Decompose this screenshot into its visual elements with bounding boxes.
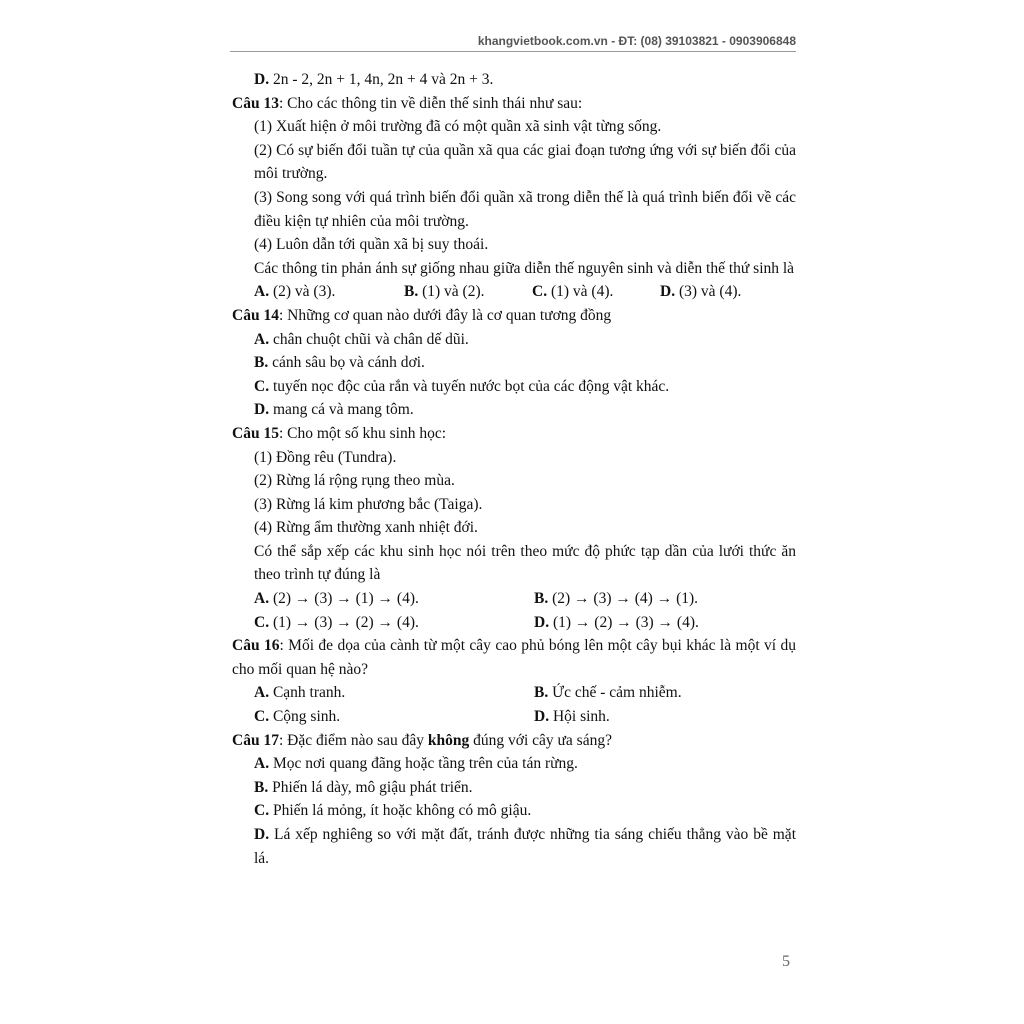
option-text: chân chuột chũi và chân dế dũi.	[269, 330, 469, 348]
option-text: (1) và (2).	[418, 283, 485, 301]
option-label: C.	[254, 613, 270, 631]
option-label: B.	[534, 590, 549, 608]
option-label: C.	[254, 802, 270, 820]
option-text: Ức chế - cảm nhiễm.	[548, 684, 682, 702]
question-13	[232, 92, 796, 116]
option-label: C.	[254, 377, 270, 395]
option-b	[534, 587, 698, 611]
q15-item-1: (1) Đồng rêu (Tundra).	[254, 448, 397, 466]
q16-options-row-2	[232, 705, 796, 729]
option-label: D.	[534, 613, 550, 631]
q17-option-c	[232, 799, 796, 823]
q15-item-3: (3) Rừng lá kim phương bắc (Taiga).	[254, 495, 483, 513]
q13-item-3: (3) Song song với quá trình biến đổi quần xã trong diễn thế là quá trình biến đổi về các điều kiện tự nhiên của môi trường.	[254, 188, 796, 230]
option-a	[254, 280, 404, 304]
header-rule	[230, 51, 796, 52]
option-label: A.	[254, 283, 270, 301]
question-stem-emphasis: không	[427, 731, 470, 749]
option-b	[404, 280, 532, 304]
q14-option-b	[232, 351, 796, 375]
option-text: Hội sinh.	[549, 708, 610, 726]
question-stem: : Mối đe dọa của cành từ một cây cao phủ bóng lên một cây bụi khác là một ví dụ cho mối quan hệ nào?	[232, 637, 796, 678]
option-d	[534, 611, 699, 635]
option-text: 2n - 2, 2n + 1, 4n, 2n + 4 và 2n + 3.	[269, 71, 494, 88]
q14-option-c	[232, 375, 796, 399]
option-label: D.	[254, 826, 270, 843]
page-content	[232, 68, 796, 870]
option-label: D.	[534, 708, 550, 726]
question-stem: : Cho các thông tin về diễn thế sinh thái như sau:	[278, 94, 583, 112]
question-16	[232, 634, 796, 681]
q17-option-a	[232, 752, 796, 776]
q14-option-d	[232, 398, 796, 422]
q13-item-4: (4) Luôn dẫn tới quần xã bị suy thoái.	[254, 236, 489, 254]
q15-item-4: (4) Rừng ẩm thường xanh nhiệt đới.	[254, 519, 478, 537]
page-number: 5	[782, 953, 790, 970]
option-text: cánh sâu bọ và cánh dơi.	[268, 354, 425, 372]
option-a	[254, 587, 534, 611]
prev-option-d	[232, 68, 796, 92]
q17-option-b	[232, 776, 796, 800]
q13-prompt: Các thông tin phản ánh sự giống nhau giữa diễn thế nguyên sinh và diễn thế thứ sinh là	[254, 259, 795, 277]
question-15	[232, 422, 796, 446]
option-text: (1) → (3) → (2) → (4).	[269, 613, 419, 631]
option-label: C.	[254, 708, 270, 726]
option-label: B.	[254, 778, 269, 796]
option-text: Cộng sinh.	[269, 708, 341, 726]
option-label: A.	[254, 590, 270, 608]
question-label: Câu 17	[232, 731, 279, 749]
option-label: D.	[254, 401, 270, 419]
option-label: C.	[532, 283, 548, 301]
q17-option-d	[232, 823, 796, 870]
option-text: Mọc nơi quang đãng hoặc tầng trên của tán rừng.	[269, 755, 578, 773]
question-label: Câu 15	[232, 424, 279, 442]
option-a	[254, 681, 534, 705]
option-c	[532, 280, 660, 304]
option-label: A.	[254, 755, 270, 773]
q15-prompt: Có thể sắp xếp các khu sinh học nói trên theo mức độ phức tạp dần của lưới thức ăn theo trình tự đúng là	[254, 542, 796, 584]
option-text: Phiến lá dày, mô giậu phát triển.	[268, 778, 473, 796]
option-text: (3) và (4).	[675, 283, 742, 301]
q15-item-2: (2) Rừng lá rộng rụng theo mùa.	[254, 472, 455, 490]
question-stem: : Những cơ quan nào dưới đây là cơ quan tương đồng	[278, 306, 612, 324]
option-text: (2) và (3).	[269, 283, 336, 301]
option-label: D.	[254, 71, 270, 88]
option-label: B.	[254, 354, 269, 372]
question-stem-end: đúng với cây ưa sáng?	[469, 731, 612, 749]
option-text: (2) → (3) → (4) → (1).	[548, 590, 699, 608]
q15-options-row-2	[232, 611, 796, 635]
question-label: Câu 16	[232, 637, 280, 655]
option-text: (1) và (4).	[547, 283, 614, 301]
question-stem: : Cho một số khu sinh học:	[278, 424, 447, 442]
q13-item-2: (2) Có sự biến đổi tuần tự của quần xã qua các giai đoạn tương ứng với sự biến đổi của môi trường.	[254, 141, 796, 183]
question-17	[232, 729, 796, 753]
q15-options-row-1	[232, 587, 796, 611]
option-b	[534, 681, 682, 705]
option-text: (2) → (3) → (1) → (4).	[269, 590, 419, 608]
question-label: Câu 14	[232, 306, 279, 324]
question-label: Câu 13	[232, 94, 279, 112]
option-text: (1) → (2) → (3) → (4).	[549, 613, 699, 631]
q16-options-row-1	[232, 681, 796, 705]
option-c	[254, 611, 534, 635]
option-d	[534, 705, 610, 729]
option-text: Phiến lá mỏng, ít hoặc không có mô giậu.	[269, 802, 532, 820]
q13-item-1: (1) Xuất hiện ở môi trường đã có một quần xã sinh vật từng sống.	[254, 118, 662, 136]
option-label: A.	[254, 330, 270, 348]
option-text: tuyến nọc độc của rắn và tuyến nước bọt của các động vật khác.	[269, 377, 670, 395]
option-label: A.	[254, 684, 270, 702]
option-text: mang cá và mang tôm.	[269, 401, 414, 419]
option-text: Cạnh tranh.	[269, 684, 346, 702]
page-header: khangvietbook.com.vn - ĐT: (08) 39103821 - 0903906848	[477, 34, 796, 48]
option-c	[254, 705, 534, 729]
q14-option-a	[232, 328, 796, 352]
option-label: D.	[660, 283, 676, 301]
option-d	[660, 280, 741, 304]
option-label: B.	[404, 283, 419, 301]
question-stem: : Đặc điểm nào sau đây	[278, 731, 428, 749]
option-label: B.	[534, 684, 549, 702]
option-text: Lá xếp nghiêng so với mặt đất, tránh được những tia sáng chiếu thẳng vào bề mặt lá.	[254, 826, 796, 867]
question-14	[232, 304, 796, 328]
q13-options	[232, 280, 796, 304]
